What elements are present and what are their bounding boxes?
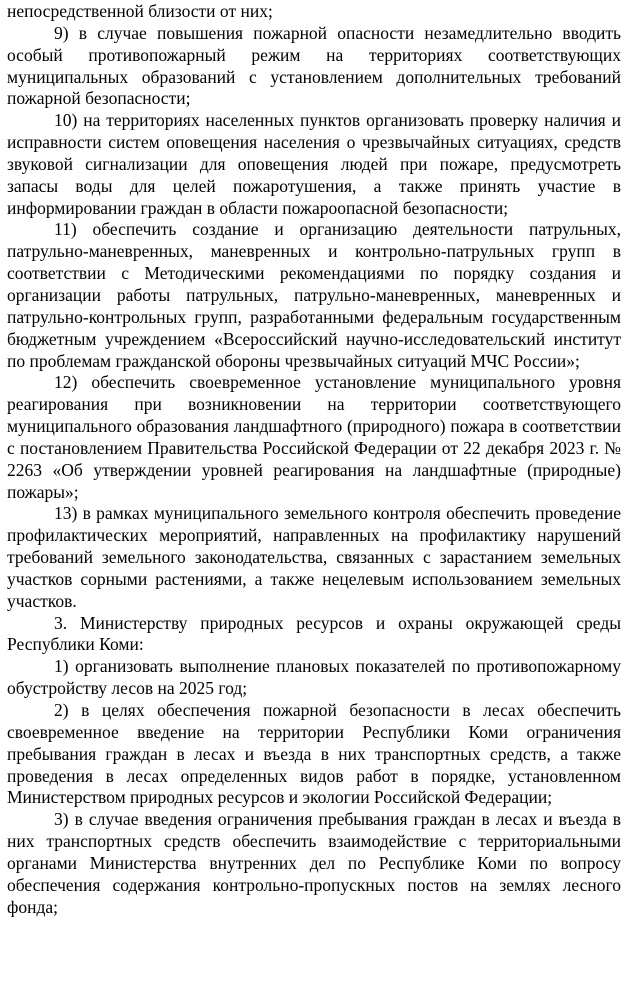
paragraph-section-3-item-1: 1) организовать выполнение плановых показателей по противопожарному обустройству лесов на 2025 год; <box>7 656 621 699</box>
paragraph-section-3-item-3: 3) в случае введения ограничения пребывания граждан в лесах и въезда в них транспортных средств обеспечить взаимодействие с территориальными органами Министерства внутренних дел по Республике Коми по вопросу обеспечения содержания контрольно-пропускных постов на землях лесного фонда; <box>7 809 621 917</box>
paragraph-section-3: 3. Министерству природных ресурсов и охраны окружающей среды Республики Коми: <box>7 612 621 655</box>
document-page <box>7 1 621 918</box>
paragraph-section-3-item-2: 2) в целях обеспечения пожарной безопасности в лесах обеспечить своевременное введение на территории Республики Коми ограничения пребывания граждан в лесах и въезда в них транспортных средств, а также проведения в лесах определенных видов работ в порядке, установленном Министерством природных ресурсов и экологии Российской Федерации; <box>7 700 621 808</box>
paragraph-item-10: 10) на территориях населенных пунктов организовать проверку наличия и исправности систем оповещения населения о чрезвычайных ситуациях, средств звуковой сигнализации для оповещения людей при пожаре, предусмотреть запасы воды для целей пожаротушения, а также принять участие в информировании граждан в области пожароопасной безопасности; <box>7 110 621 218</box>
paragraph-continuation: непосредственной близости от них; <box>7 1 273 21</box>
paragraph-item-9: 9) в случае повышения пожарной опасности незамедлительно вводить особый противопожарный режим на территориях соответствующих муниципальных образований с установлением дополнительных требований пожарной безопасности; <box>7 22 621 109</box>
paragraph-item-12: 12) обеспечить своевременное установление муниципального уровня реагирования при возникновении на территории соответствующего муниципального образования ландшафтного (природного) пожара в соответствии с постановлением Правительства Российской Федерации от 22 декабря 2023 г. № 2263 «Об утверждении уровней реагирования на ландшафтные (природные) пожары»; <box>7 372 621 502</box>
paragraph-item-11: 11) обеспечить создание и организацию деятельности патрульных, патрульно-маневренных, маневренных и контрольно-патрульных групп в соответствии с Методическими рекомендациями по порядку создания и организации работы патрульных, патрульно-маневренных, маневренных и патрульно-контрольных групп, разработанными федеральным государственным бюджетным учреждением «Всероссийский научно-исследовательский институт по проблемам гражданской обороны чрезвычайных ситуаций МЧС России»; <box>7 219 621 371</box>
paragraph-item-13: 13) в рамках муниципального земельного контроля обеспечить проведение профилактических мероприятий, направленных на профилактику нарушений требований земельного законодательства, связанных с зарастанием земельных участков сорными растениями, а также нецелевым использованием земельных участков. <box>7 503 621 611</box>
